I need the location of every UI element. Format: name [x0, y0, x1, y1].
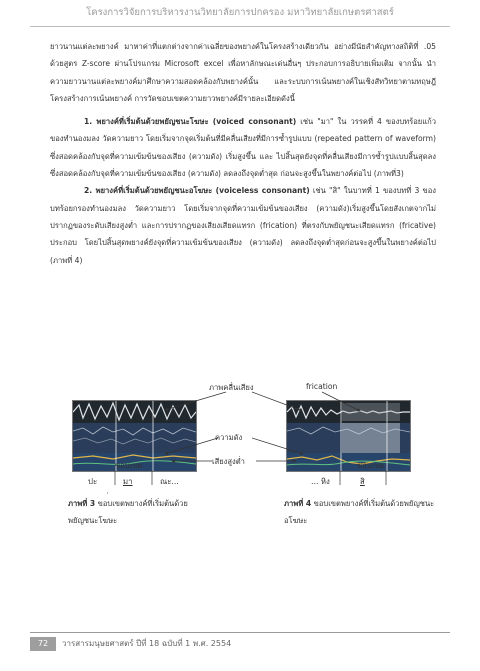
caption-figure-3	[68, 495, 218, 529]
right-tick-hing: ... หิง	[311, 477, 330, 486]
voiceless-text: เช่น "สิ" ในบาทที่ 1 ของบทที่ 3 ของบทร้อยกรองทำนองมลง วัดความยาว โดยเริ่มจากจุดที่ความเข้มข้นของเสียง (ความดัง)เริ่มสูงขึ้นโดยสังเกตจากไม่ปรากฏของระดับเสียงสูงต่ำ และการปรากฏของเสียงเสียดแทรก (frication) ที่ตรงกับพยัญชนะเสียดแทรก (fricative) ประกอบ โดยไปสิ้นสุดพยางค์ยังจุดที่ความเข้มข้นของเสียง (ความดัง) ลดลงถึงจุดต่ำสุดก่อนจะสูงขึ้นในพยางค์ต่อไป (ภาพที่ 4)	[50, 186, 436, 265]
voiceless-heading: 2. พยางค์ที่เริ่มต้นด้วยพยัญชนะอโฆษะ (voiceless consonant)	[84, 186, 310, 196]
pitch-label: เสียงสูงต่ำ	[212, 457, 245, 466]
caption-figure-4	[284, 495, 436, 529]
intensity-label: ความดัง	[215, 433, 243, 442]
paragraph-intro: ยาวนานแต่ละพยางค์ มาหาค่าที่แตกต่างจากค่าเฉลี่ยของพยางค์ในโครงสร้างเดียวกัน อย่างมีนัยสำคัญทางสถิติที่ .05 ด้วยสูตร Z-score ผ่านโปรแกรม Microsoft excel เพื่อหาลักษณะเด่นอื่นๆ ประกอบการอธิบายเพิ่มเติม จากนั้น นำความยาวนานแต่ละพยางค์มาศึกษาความสอดคล้องกับพยางค์นั้น และระบบการเน้นพยางค์ในเชิงสัทวิทยาตามทฤษฎีโครงสร้างการเน้นพยางค์ การวัดขอบเขตความยาวพยางค์มีรายละเอียดดังนี้	[50, 42, 436, 103]
left-tick-na: ณะ...	[160, 477, 179, 486]
caption-4-number: ภาพที่ 4	[284, 499, 312, 508]
page-number: 72	[30, 637, 56, 651]
right-tick-si: สิ	[360, 477, 365, 486]
intensity-arrow-right	[252, 438, 303, 454]
waveform-arrow-left	[165, 392, 226, 410]
left-tick-ma: มา	[123, 477, 133, 486]
caption-3-text: ขอบเขตพยางค์ที่เริ่มต้นด้วยพยัญชนะโฆษะ	[68, 499, 188, 525]
journal-citation: วารสารมนุษยศาสตร์ ปีที่ 18 ฉบับที่ 1 พ.ศ. 2554	[62, 639, 232, 648]
waveform-label: ภาพคลื่นเสียง	[209, 383, 254, 392]
boundary-right-label: ขอบเขต	[357, 461, 385, 470]
waveform-arrow-right	[252, 392, 300, 410]
voiced-text: เช่น "มา" ใน วรรคที่ 4 ของบทร้อยแก้ว ของทำนองมลง วัดความยาว โดยเริ่มจากจุดเริ่มต้นที่มีคลื่นเสียงที่มีการซ้ำรูปแบบ (repeated pattern of waveform) ซึ่งสอดคล้องกับจุดที่ความเข้มข้นของเสียง (ความดัง) เริ่มสูงขึ้น และ ไปสิ้นสุดยังจุดที่คลื่นเสียงมีการซ้ำรูปแบบสิ้นสุดลง ซึ่งสอดคล้องกับจุดที่ความเข้มข้นของเสียง (ความดัง) ลดลงถึงจุดต่ำสุด ก่อนจะสูงขึ้นในพยางค์ต่อไป (ภาพที่3)	[50, 117, 437, 179]
left-tick-pa: ปะ	[88, 477, 98, 486]
intensity-arrow-left	[165, 438, 218, 454]
caption-3-number: ภาพที่ 3	[68, 499, 96, 508]
running-header: โครงการวิจัยการบริหารงานวิทยาลัยการปกครอง มหาวิทยาลัยเกษตรศาสตร์	[86, 7, 394, 18]
footer-rule	[30, 632, 450, 633]
frication-label: frication	[306, 382, 338, 391]
caption-4-text: ขอบเขตพยางค์ที่เริ่มต้นด้วยพยัญชนะอโฆษะ	[284, 499, 435, 525]
frication-arrow	[322, 392, 360, 411]
boundary-left-label: ขอบเขต	[115, 461, 143, 470]
voiced-heading: 1. พยางค์ที่เริ่มต้นด้วยพยัญชนะโฆษะ (voiced consonant)	[84, 117, 297, 127]
